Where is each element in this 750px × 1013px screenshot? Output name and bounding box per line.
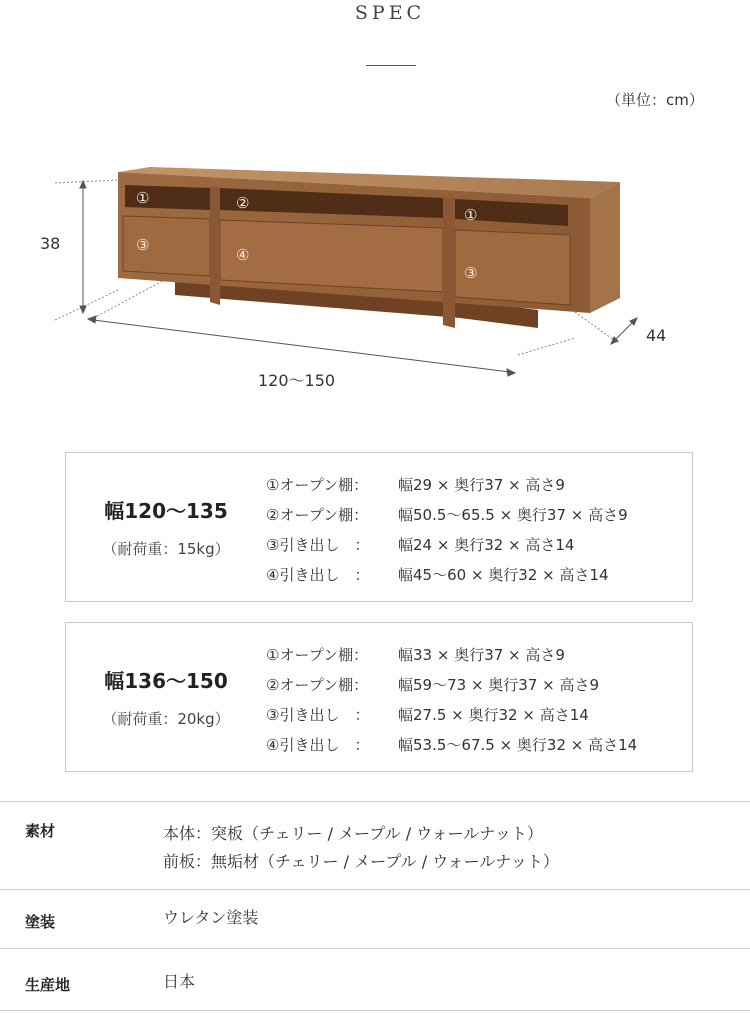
page-title: SPEC <box>354 2 426 24</box>
spec-box-width-136-150 <box>65 622 693 772</box>
product-dimension-diagram <box>30 150 720 410</box>
marker-open-shelf-center: ② <box>236 194 250 212</box>
spec-box-summary <box>66 665 266 729</box>
compartment-row: ④引き出し ： 幅53.5〜67.5 × 奥行32 × 高さ14 <box>266 736 638 754</box>
finish-label: 塗装 <box>25 913 56 931</box>
title-underline <box>366 65 416 66</box>
spec-box-width-120-135 <box>65 452 693 602</box>
load-capacity: （耐荷重：20kg） <box>102 710 230 728</box>
tv-board-illustration <box>30 150 720 410</box>
marker-drawer-left: ③ <box>136 236 150 254</box>
marker-open-shelf-right: ① <box>464 206 478 224</box>
compartment-row: ③引き出し ： 幅24 × 奥行32 × 高さ14 <box>266 536 575 554</box>
unit-note: （単位：cm） <box>606 91 704 109</box>
compartment-row: ③引き出し ： 幅27.5 × 奥行32 × 高さ14 <box>266 706 589 724</box>
finish-row <box>0 889 750 949</box>
compartment-row: ②オープン棚： 幅59〜73 × 奥行37 × 高さ9 <box>266 676 600 694</box>
table-bottom-rule <box>0 1010 750 1011</box>
material-row <box>0 801 750 890</box>
spec-box-summary <box>66 495 266 559</box>
height-dimension: 38 <box>40 234 61 253</box>
material-label: 素材 <box>25 822 56 840</box>
marker-drawer-center: ④ <box>236 246 250 264</box>
material-value: 本体：突板（チェリー / メープル / ウォールナット） 前板：無垢材（チェリー / メープル / ウォールナット） <box>163 824 559 871</box>
depth-dimension: 44 <box>646 326 667 345</box>
compartment-row: ①オープン棚： 幅29 × 奥行37 × 高さ9 <box>266 476 565 494</box>
marker-drawer-right: ③ <box>464 264 478 282</box>
width-dimension: 120〜150 <box>258 371 336 390</box>
compartment-list <box>266 640 637 760</box>
load-capacity: （耐荷重：15kg） <box>102 540 230 558</box>
finish-value: ウレタン塗装 <box>163 908 259 927</box>
marker-open-shelf-left: ① <box>136 189 150 207</box>
compartment-list <box>266 470 628 590</box>
compartment-row: ①オープン棚： 幅33 × 奥行37 × 高さ9 <box>266 646 565 664</box>
compartment-row: ④引き出し ： 幅45〜60 × 奥行32 × 高さ14 <box>266 566 609 584</box>
width-range: 幅120〜135 <box>104 499 228 523</box>
origin-label: 生産地 <box>25 976 71 994</box>
compartment-row: ②オープン棚： 幅50.5〜65.5 × 奥行37 × 高さ9 <box>266 506 628 524</box>
origin-value: 日本 <box>163 972 196 991</box>
width-range: 幅136〜150 <box>104 669 228 693</box>
origin-row <box>0 948 750 1011</box>
